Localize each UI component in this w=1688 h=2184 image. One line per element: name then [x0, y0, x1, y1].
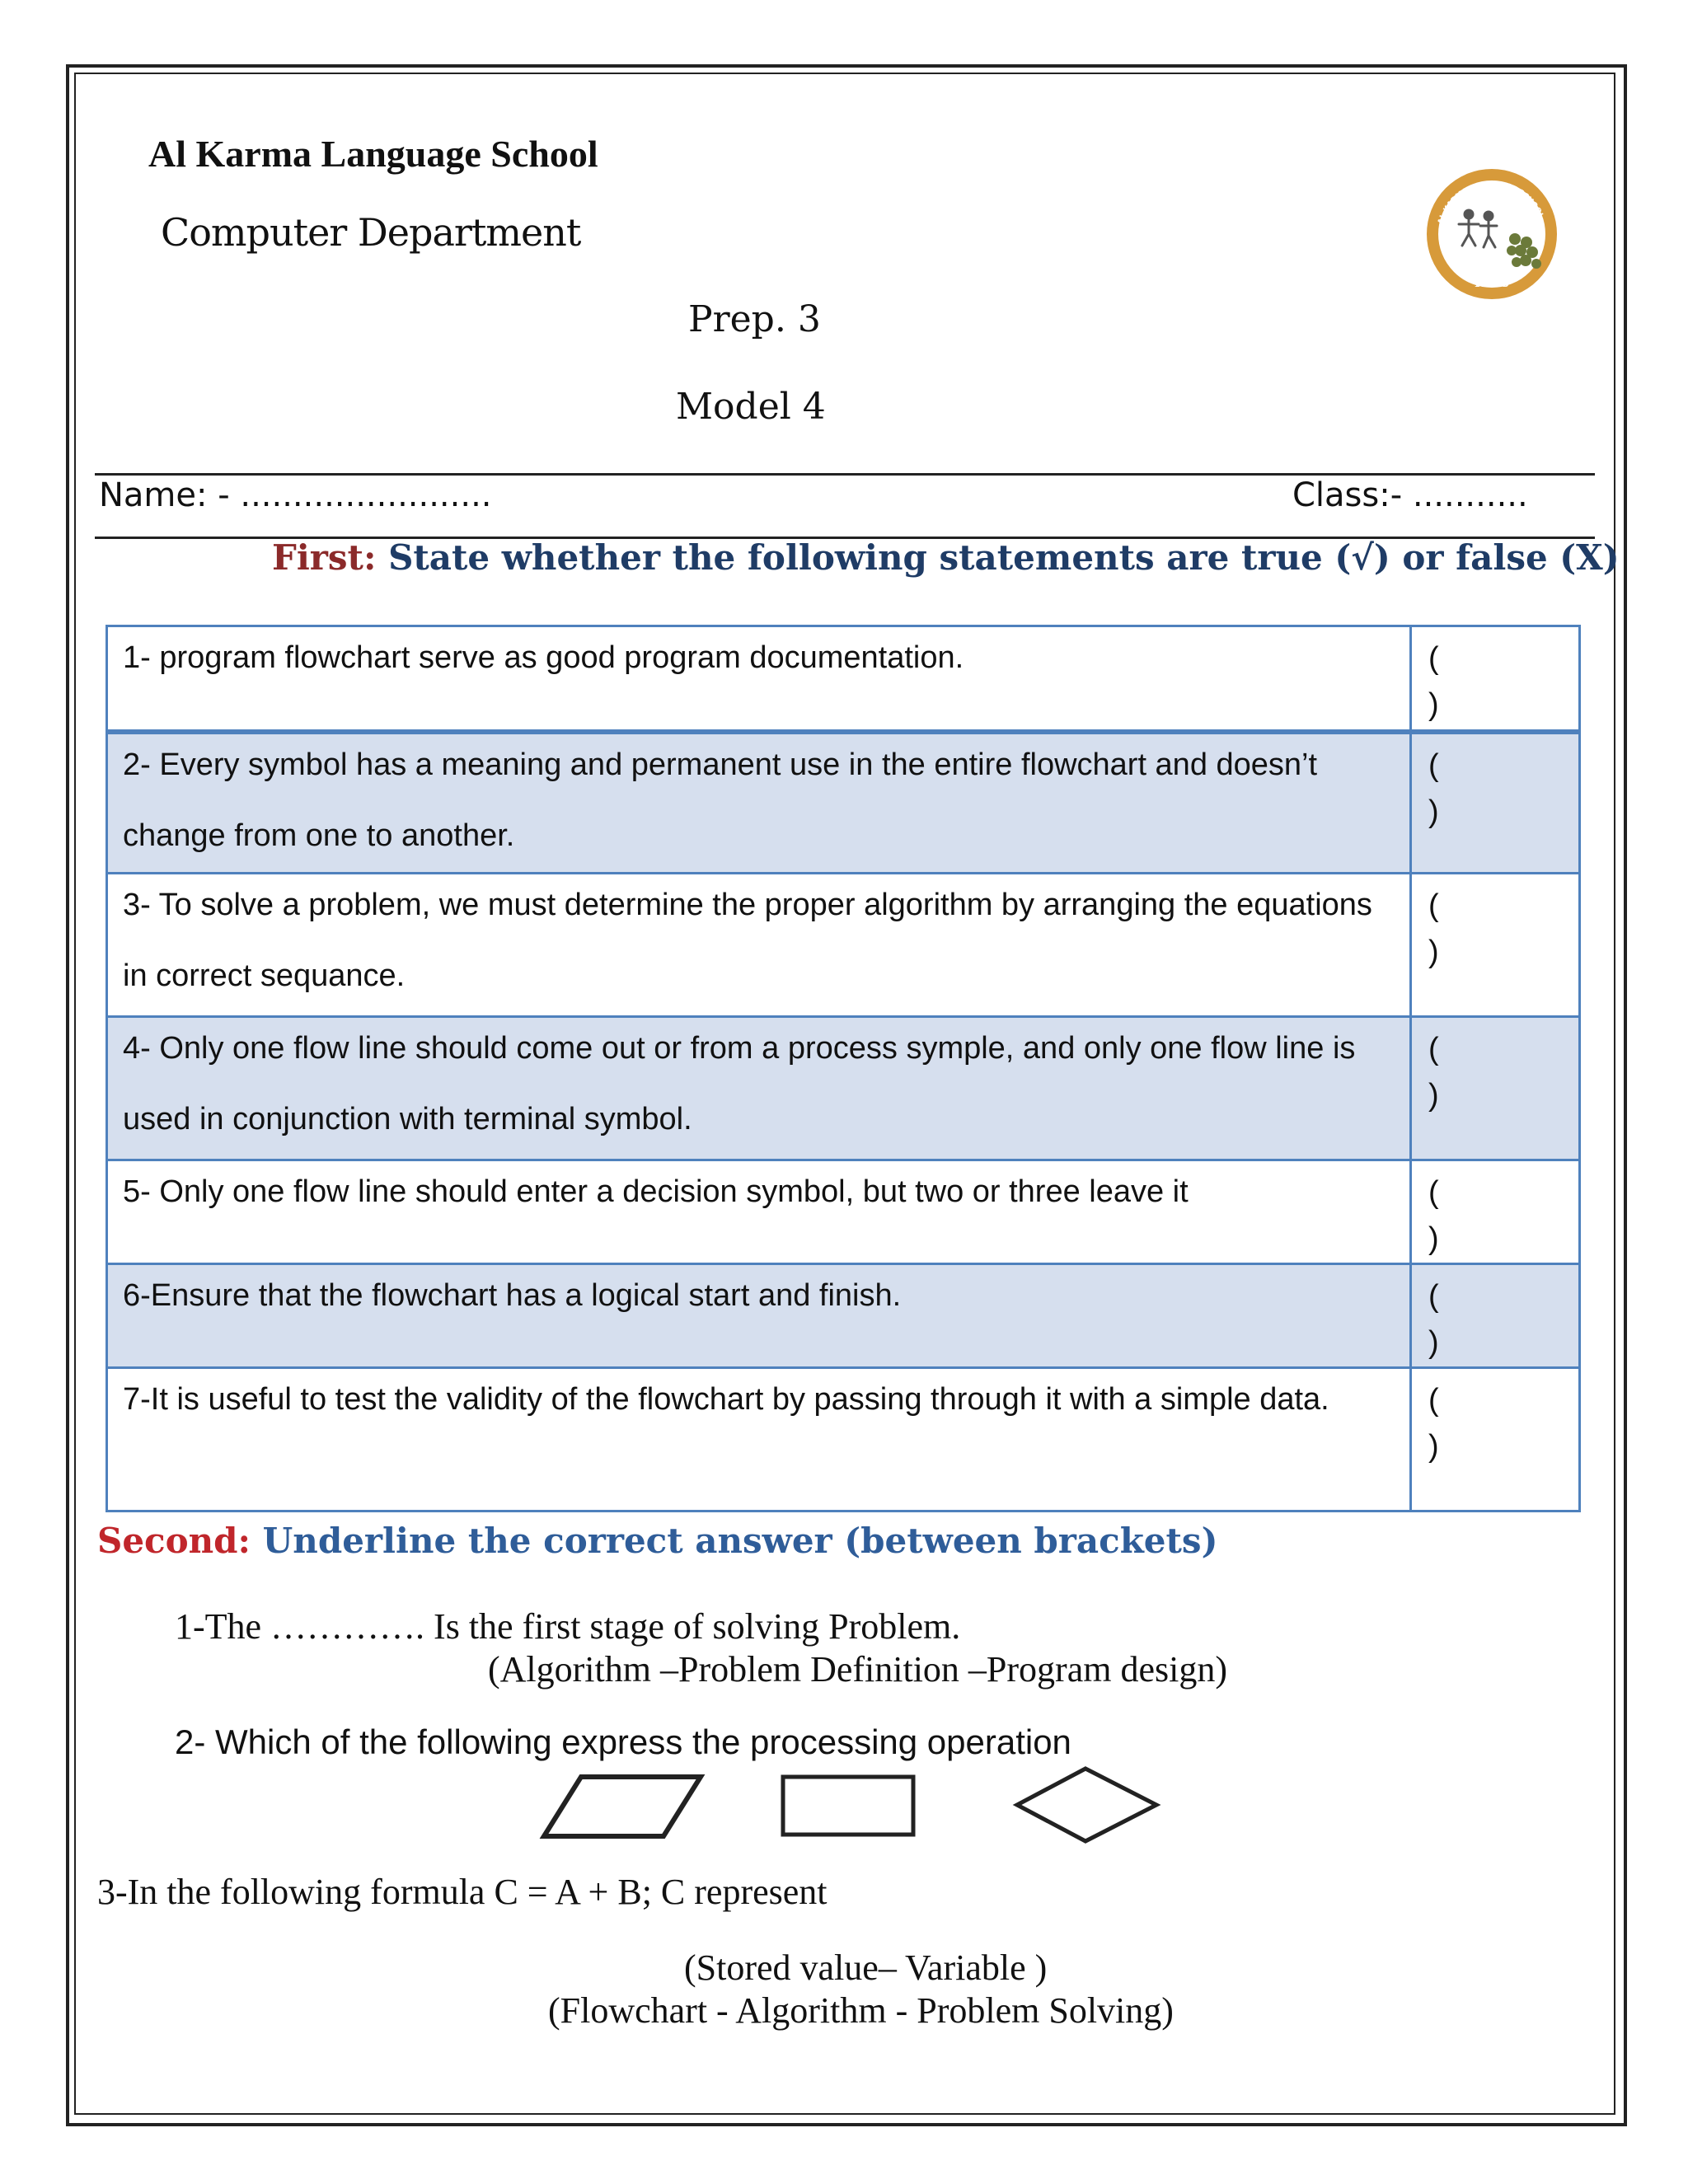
table-row — [107, 732, 1580, 874]
school-name: Al Karma Language School — [148, 133, 598, 175]
table-row — [107, 1368, 1580, 1511]
logo-arc-text: AL KARMA LANGUAGE SCHOOL — [1437, 180, 1545, 226]
statement-cell: 3- To solve a problem, we must determine the proper algorithm by arranging the equations in correct sequance. — [107, 874, 1411, 1017]
model-label: Model 4 — [676, 386, 826, 428]
question-3-options[interactable]: (Stored value– Variable ) — [684, 1947, 1048, 1988]
statement-cell: 7-It is useful to test the validity of the flowchart by passing through it with a simple data. — [107, 1368, 1411, 1511]
answer-blank[interactable]: ( ) — [1411, 1017, 1580, 1160]
shape-options — [503, 1764, 1162, 1863]
table-row — [107, 1017, 1580, 1160]
statement-cell: 6-Ensure that the flowchart has a logical start and finish. — [107, 1264, 1411, 1368]
true-false-table — [106, 625, 1581, 1512]
second-section-heading — [97, 1521, 1217, 1561]
table-row — [107, 1264, 1580, 1368]
table-row — [107, 874, 1580, 1017]
first-section-heading — [272, 537, 1620, 578]
answer-blank[interactable]: ( ) — [1411, 1368, 1580, 1511]
table-row — [107, 626, 1580, 732]
rule-top — [95, 473, 1595, 476]
logo-initials: K.L.S — [1475, 277, 1509, 290]
question-1-options[interactable]: (Algorithm –Problem Definition –Program design) — [488, 1649, 1227, 1690]
question-2: 2- Which of the following express the processing operation — [175, 1722, 1071, 1761]
statement-cell: 2- Every symbol has a meaning and permanent use in the entire flowchart and doesn’t change from one to another. — [107, 732, 1411, 874]
parallelogram-shape — [544, 1777, 701, 1836]
question-1: 1-The …………. Is the first stage of solving Problem. — [175, 1606, 961, 1647]
answer-blank[interactable]: ( ) — [1411, 874, 1580, 1017]
first-label: First: — [272, 537, 377, 578]
answer-blank[interactable]: ( ) — [1411, 626, 1580, 732]
diamond-shape — [1017, 1769, 1156, 1841]
question-4-options[interactable]: (Flowchart - Algorithm - Problem Solving) — [548, 1990, 1174, 2031]
statement-cell: 5- Only one flow line should enter a decision symbol, but two or three leave it — [107, 1160, 1411, 1264]
statement-cell: 4- Only one flow line should come out or from a process symple, and only one flow line is used in conjunction with terminal symbol. — [107, 1017, 1411, 1160]
statement-cell: 1- program flowchart serve as good program documentation. — [107, 626, 1411, 732]
school-logo — [1416, 163, 1569, 300]
table-row — [107, 1160, 1580, 1264]
grade-label: Prep. 3 — [688, 298, 821, 340]
rectangle-shape — [783, 1777, 913, 1835]
second-instruction: Underline the correct answer (between brackets) — [262, 1521, 1218, 1561]
answer-blank[interactable]: ( ) — [1411, 1264, 1580, 1368]
first-instruction: State whether the following statements are true (√) or false (X) — [388, 537, 1620, 578]
department-name: Computer Department — [161, 210, 581, 255]
question-3: 3-In the following formula C = A + B; C represent — [97, 1872, 828, 1912]
class-field[interactable]: Class:- ........... — [1292, 476, 1528, 514]
second-label: Second: — [97, 1521, 251, 1561]
answer-blank[interactable]: ( ) — [1411, 1160, 1580, 1264]
name-field[interactable]: Name: - ........................ — [99, 476, 492, 514]
answer-blank[interactable]: ( ) — [1411, 732, 1580, 874]
